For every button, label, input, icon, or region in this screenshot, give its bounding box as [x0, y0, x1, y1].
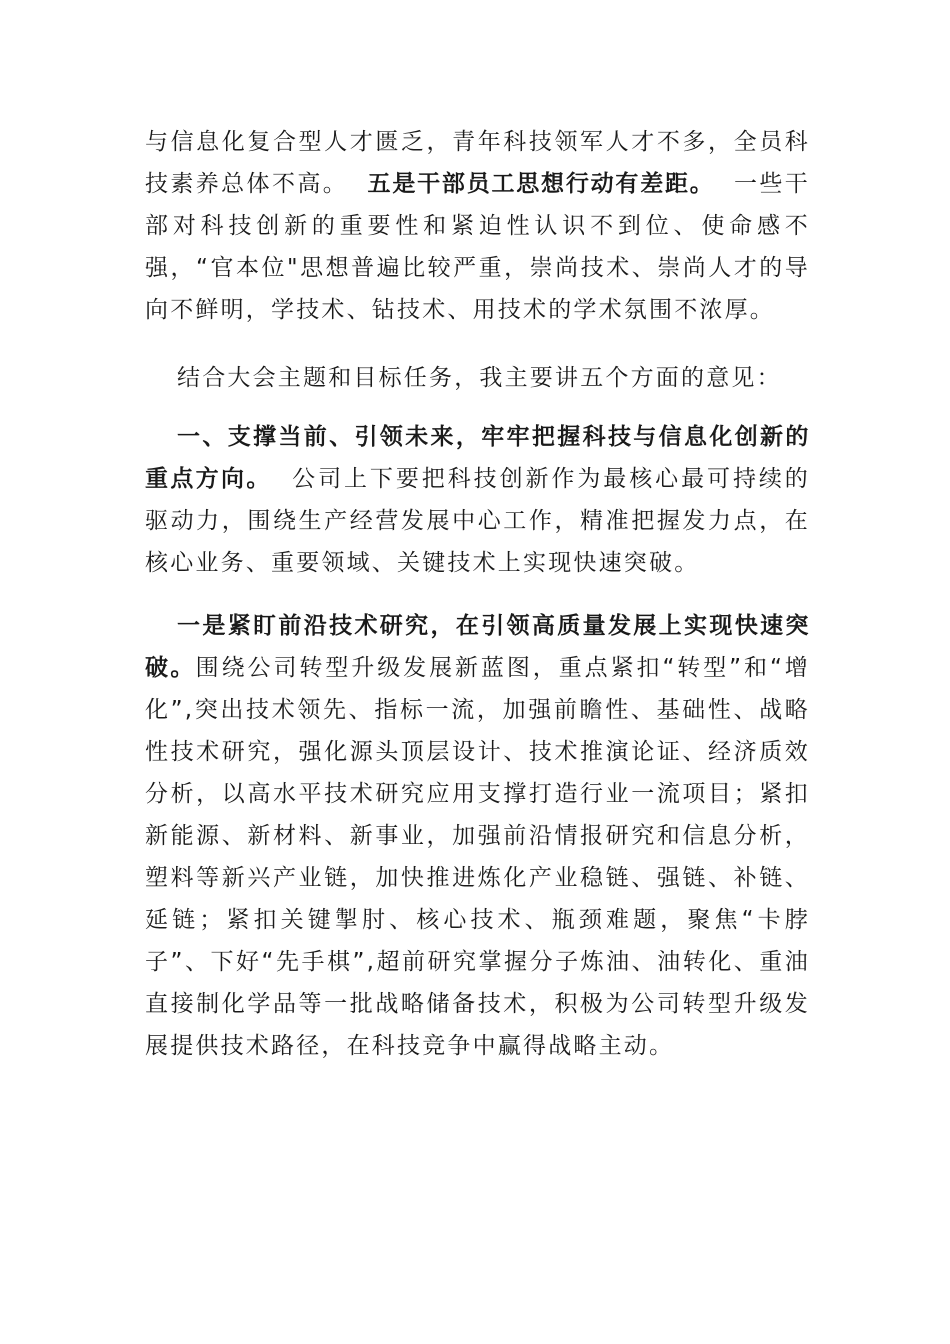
paragraph-talent-gap: [145, 121, 810, 331]
paragraph-body-text: 围绕公司转型升级发展新蓝图，重点紧扣“转型”和“增化”,突出技术领先、指标一流，加强前瞻性、基础性、战略性技术研究，强化源头顶层设计、技术推演论证、经济质效分析，以高水平技术研究应用支撑打造行业一流项目；紧扣新能源、新材料、新事业，加强前沿情报研究和信息分析，塑料等新兴产业链，加快推进炼化产业稳链、强链、补链、延链；紧扣关键掣肘、核心技术、瓶颈难题，聚焦“卡脖子”、下好“先手棋”,超前研究掌握分子炼油、油转化、重油直接制化学品等一批战略储备技术，积极为公司转型升级发展提供技术路径，在科技竞争中赢得战略主动。: [145, 655, 811, 1059]
paragraph-body-text: 公司上下要把科技创新作为最核心最可持续的驱动力，围绕生产经营发展中心工作，精准把握发力点，在核心业务、重要领域、关键技术上实现快速突破。: [145, 466, 811, 576]
paragraph-point-one: [145, 605, 810, 1067]
section-heading-one: 一、支撑当前、引领未来，牢牢把握科技与信息化创新的重点方向。: [145, 424, 810, 492]
paragraph-heading-five: 五是干部员工思想行动有差距。: [367, 171, 715, 197]
paragraph-body-text: 一些干部对科技创新的重要性和紧迫性认识不到位、使命感不强，“官本位"思想普遍比较严重，崇尚技术、崇尚人才的导向不鲜明，学技术、钻技术、用技术的学术氛围不浓厚。: [145, 171, 810, 323]
point-heading-one: 一是紧盯前沿技术研究，在引领高质量发展上实现快速突破。: [145, 613, 810, 681]
paragraph-body-text: 结合大会主题和目标任务，我主要讲五个方面的意见：: [177, 365, 782, 391]
paragraph-intro: [145, 357, 810, 399]
paragraph-section-one: [145, 416, 810, 584]
paragraph-lead-text: 与信息化复合型人才匮乏，青年科技领军人才不多，全员科技素养总体不高。: [145, 129, 810, 197]
